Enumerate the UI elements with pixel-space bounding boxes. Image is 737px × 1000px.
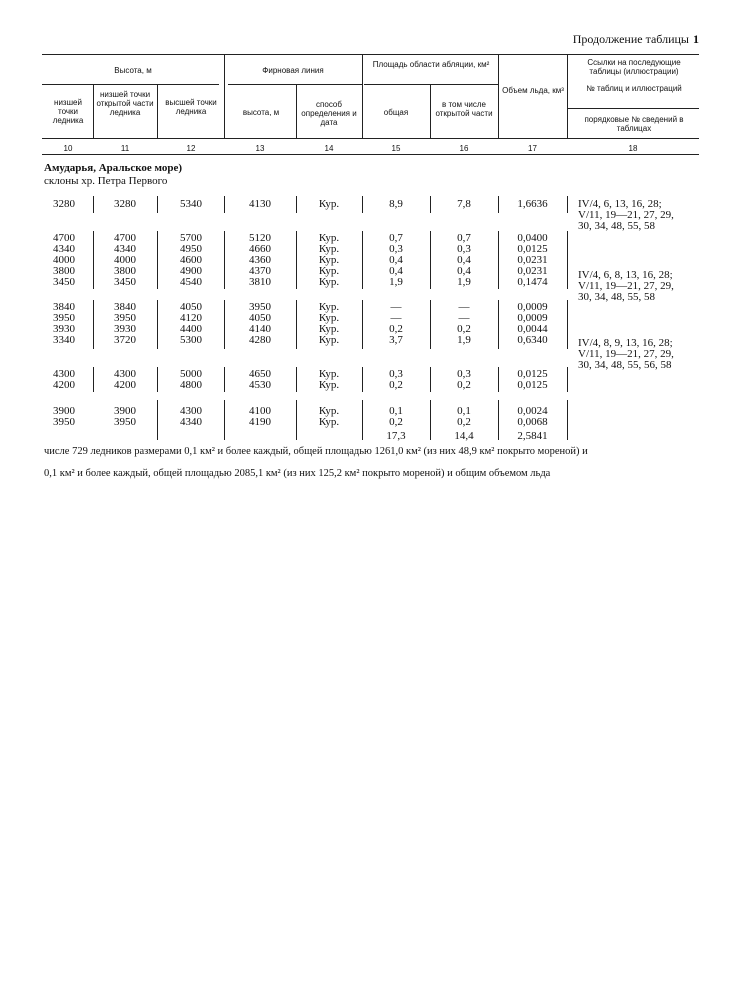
table-cell-c12: 4800 [180,379,202,391]
header-col-18a: № таблиц и иллюстраций [586,84,682,93]
table-cell-c11: 3900 [114,405,136,417]
header-col-13: высота, м [242,108,280,117]
col-number: 17 [528,144,537,153]
column-separator [157,231,158,289]
table-cell-c12: 4540 [180,276,202,288]
column-separator [498,231,499,289]
header-ice-volume: Объем льда, км³ [502,86,564,95]
column-separator [93,231,94,289]
header-divider [93,84,94,138]
header-col-18b: порядковые № сведений в таблицах [584,115,684,133]
column-separator [362,300,363,349]
table-cell-c14: Кур. [318,368,340,380]
table-cell-c17: 0,0125 [517,243,548,255]
header-col-11: низшей точки открытой части ледника [96,90,154,117]
table-cell-c11: 3950 [114,416,136,428]
height-subrule [42,84,219,85]
note-line: числе 729 ледников размерами 0,1 км² и более каждый, общей площадью 1261,0 км² (из них 48,9 км² покрыто мореной) и [44,446,588,457]
total-ice-volume: 2,5841 [517,430,548,442]
header-firn-group: Фирновая линия [262,66,324,75]
header-divider [296,84,297,138]
section-subtitle: склоны хр. Петра Первого [44,175,168,187]
table-cell-c17: 0,0231 [517,254,548,266]
table-cell-c16: 0,4 [457,265,471,277]
column-separator [430,231,431,289]
table-cell-c14: Кур. [318,301,340,313]
col-number: 12 [186,144,196,153]
col-number: 13 [255,144,265,153]
table-cell-c11: 4200 [114,379,136,391]
table-cell-c12: 4340 [180,416,202,428]
table-cell-c15: 0,2 [389,416,403,428]
ref-block [578,338,708,372]
table-cell-c15: 0,3 [389,368,403,380]
table-cell-c10: 3930 [53,323,75,335]
column-separator [567,231,568,289]
col-number: 11 [120,144,130,153]
table-cell-c11: 3840 [114,301,136,313]
header-bottom-rule [42,138,699,139]
table-cell-c12: 5000 [180,368,202,380]
table-cell-c10: 4000 [53,254,75,266]
col-number: 16 [459,144,469,153]
table-cell-c15: 3,7 [389,334,403,346]
table-cell-c16: 0,2 [457,416,471,428]
header-divider [430,84,431,138]
table-cell-c11: 3800 [114,265,136,277]
table-cell-c14: Кур. [318,416,340,428]
table-cell-c15: 8,9 [389,198,403,210]
column-separator [498,367,499,392]
table-cell-c14: Кур. [318,379,340,391]
table-cell-c13: 4530 [249,379,271,391]
table-cell-c12: 4120 [180,312,202,324]
column-separator [224,400,225,440]
table-cell-c11: 4300 [114,368,136,380]
header-divider [157,84,158,138]
column-separator [498,400,499,440]
table-cell-c17: 0,0125 [517,379,548,391]
column-separator [430,196,431,213]
table-cell-c12: 4400 [180,323,202,335]
colnum-bottom-rule [42,154,699,155]
table-cell-c15: 0,2 [389,323,403,335]
ref-line: V/11, 19—21, 27, 29, [578,348,674,361]
column-separator [430,367,431,392]
column-separator [224,231,225,289]
table-cell-c10: 3950 [53,416,75,428]
column-separator [567,300,568,349]
total-open-area: 14,4 [454,430,474,442]
header-divider [567,54,568,138]
header-divider [362,54,363,138]
ref-line: 30, 34, 48, 55, 56, 58 [578,359,672,372]
table-cell-c12: 5340 [180,198,202,210]
table-cell-c17: 0,1474 [517,276,548,288]
table-cell-c17: 0,0044 [517,323,548,335]
table-cell-c16: — [458,312,470,324]
column-separator [567,400,568,440]
table-cell-c14: Кур. [318,334,340,346]
refs-subrule [567,108,699,109]
table-cell-c14: Кур. [318,243,340,255]
table-cell-c12: 5300 [180,334,202,346]
table-cell-c14: Кур. [318,405,340,417]
table-cell-c10: 3450 [53,276,75,288]
column-separator [157,367,158,392]
table-cell-c14: Кур. [318,198,340,210]
table-cell-c15: — [390,312,402,324]
col-number: 18 [628,144,638,153]
table-cell-c11: 4700 [114,232,136,244]
table-cell-c11: 4340 [114,243,136,255]
column-separator [362,196,363,213]
table-cell-c16: 0,7 [457,232,471,244]
table-cell-c13: 4360 [249,254,271,266]
ref-line: IV/4, 6, 8, 13, 16, 28; [578,269,673,281]
table-cell-c15: 0,4 [389,254,403,266]
table-cell-c15: 0,7 [389,232,403,244]
table-cell-c16: 0,1 [457,405,471,417]
table-cell-c15: — [390,301,402,313]
table-cell-c15: 1,9 [389,276,403,288]
continuation-label [573,32,699,47]
table-cell-c15: 0,3 [389,243,403,255]
ref-line: 30, 34, 48, 55, 58 [578,220,655,233]
table-cell-c10: 4200 [53,379,75,391]
table-cell-c10: 3840 [53,301,75,313]
table-cell-c10: 4300 [53,368,75,380]
table-cell-c17: 0,0125 [517,368,548,380]
column-separator [157,400,158,440]
table-cell-c13: 4650 [249,368,271,380]
column-separator [93,300,94,349]
ref-block [578,270,708,304]
table-cell-c17: 0,0009 [517,301,548,313]
column-separator [498,300,499,349]
table-cell-c13: 3810 [249,276,271,288]
continuation-mark: 1 [693,32,699,46]
header-refs-group: Ссылки на последующие таблицы (иллюстрации) [587,58,681,76]
header-col-10: низшей точки ледника [52,98,84,125]
table-cell-c13: 4280 [249,334,271,346]
table-cell-c10: 3800 [53,265,75,277]
table-cell-c10: 3280 [53,198,75,210]
area-subrule [364,84,498,85]
table-cell-c16: 0,2 [457,323,471,335]
table-cell-c13: 4660 [249,243,271,255]
table-cell-c16: 1,9 [457,334,471,346]
table-cell-c11: 3280 [114,198,136,210]
table-cell-c16: 0,2 [457,379,471,391]
table-cell-c12: 4050 [180,301,202,313]
column-separator [362,367,363,392]
table-cell-c17: 0,0024 [517,405,548,417]
ref-line: V/11, 19—21, 27, 29, [578,209,674,222]
table-cell-c13: 4100 [249,405,271,417]
ref-line: 30, 34, 48, 55, 58 [578,291,655,304]
table-cell-c10: 4340 [53,243,75,255]
table-cell-c13: 4050 [249,312,271,324]
table-cell-c14: Кур. [318,323,340,335]
table-cell-c17: 0,6340 [517,334,548,346]
table-cell-c12: 5700 [180,232,202,244]
table-cell-c11: 4000 [114,254,136,266]
header-col-15: общая [383,108,409,117]
column-separator [296,196,297,213]
table-cell-c13: 4190 [249,416,271,428]
col-number: 14 [324,144,334,153]
table-cell-c14: Кур. [318,312,340,324]
column-separator [93,367,94,392]
column-separator [430,400,431,440]
column-separator [157,300,158,349]
table-cell-c12: 4300 [180,405,202,417]
column-separator [362,400,363,440]
table-cell-c17: 0,0009 [517,312,548,324]
header-col-12: высшей точки ледника [165,98,217,116]
column-separator [296,300,297,349]
table-cell-c11: 3720 [114,334,136,346]
column-separator [224,300,225,349]
column-separator [93,196,94,213]
table-cell-c13: 4370 [249,265,271,277]
column-separator [296,400,297,440]
column-separator [296,231,297,289]
table-cell-c16: 0,3 [457,368,471,380]
table-cell-c10: 4700 [53,232,75,244]
table-top-rule [42,54,699,55]
table-cell-c14: Кур. [318,265,340,277]
table-cell-c14: Кур. [318,232,340,244]
ref-block [578,199,708,233]
header-col-16: в том числе открытой части [435,100,493,118]
header-area-group: Площадь области абляции, км² [372,60,490,69]
table-cell-c14: Кур. [318,254,340,266]
table-cell-c15: 0,4 [389,265,403,277]
header-height-group: Высота, м [114,66,152,75]
table-cell-c13: 4130 [249,198,271,210]
table-cell-c10: 3950 [53,312,75,324]
table-cell-c12: 4600 [180,254,202,266]
column-separator [157,196,158,213]
continuation-text: Продолжение таблицы [572,32,689,46]
column-separator [567,196,568,213]
table-cell-c13: 5120 [249,232,271,244]
header-col-14: способ определения и дата [301,100,357,127]
column-separator [498,196,499,213]
table-cell-c11: 3950 [114,312,136,324]
table-cell-c16: 7,8 [457,198,471,210]
column-separator [224,196,225,213]
section-heading [44,162,182,188]
table-cell-c16: 0,4 [457,254,471,266]
table-cell-c13: 4140 [249,323,271,335]
table-cell-c16: — [458,301,470,313]
table-cell-c12: 4950 [180,243,202,255]
total-area: 17,3 [386,430,406,442]
firn-subrule [228,84,362,85]
header-divider [498,54,499,138]
ref-line: IV/4, 8, 9, 13, 16, 28; [578,337,673,349]
table-cell-c16: 1,9 [457,276,471,288]
column-separator [224,367,225,392]
table-cell-c15: 0,1 [389,405,403,417]
column-separator [430,300,431,349]
column-separator [362,231,363,289]
table-cell-c15: 0,2 [389,379,403,391]
table-cell-c12: 4900 [180,265,202,277]
table-cell-c17: 0,0068 [517,416,548,428]
col-number: 10 [63,144,73,153]
column-separator [296,367,297,392]
table-cell-c14: Кур. [318,276,340,288]
ref-line: IV/4, 6, 13, 16, 28; [578,198,662,210]
table-cell-c11: 3450 [114,276,136,288]
table-cell-c10: 3340 [53,334,75,346]
table-cell-c17: 0,0231 [517,265,548,277]
table-cell-c13: 3950 [249,301,271,313]
ref-line: V/11, 19—21, 27, 29, [578,280,674,293]
table-cell-c11: 3930 [114,323,136,335]
note-line: 0,1 км² и более каждый, общей площадью 2085,1 км² (из них 125,2 км² покрыто мореной) и общим объемом льда [44,468,551,479]
table-cell-c17: 0,0400 [517,232,548,244]
column-separator [567,367,568,392]
table-cell-c10: 3900 [53,405,75,417]
table-cell-c16: 0,3 [457,243,471,255]
col-number: 15 [391,144,401,153]
table-cell-c17: 1,6636 [517,198,548,210]
section-title: Амударья, Аральское море) [44,162,183,174]
